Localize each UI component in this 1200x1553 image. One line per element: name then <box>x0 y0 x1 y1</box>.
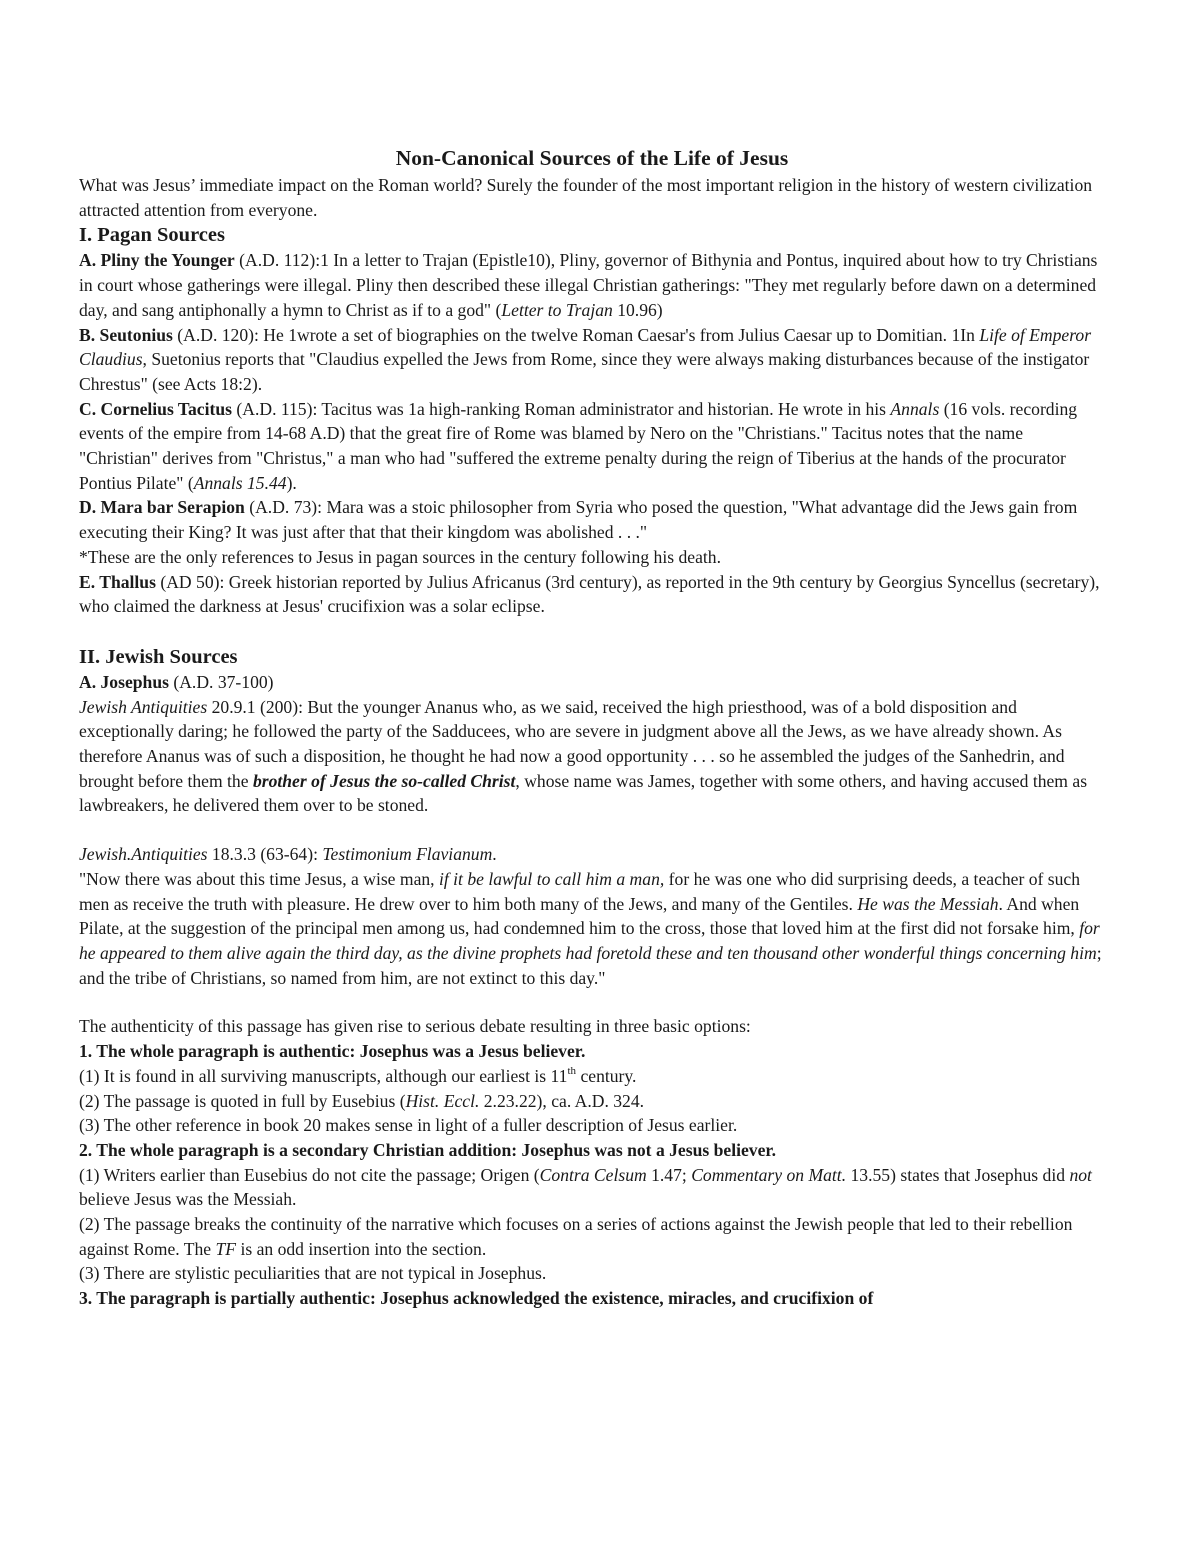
thallus-name: E. Thallus <box>79 571 156 592</box>
option-1-point-3: (3) The other reference in book 20 makes sense in light of a fuller description of Jesus earlier. <box>79 1115 738 1136</box>
jewish-sources-heading: II. Jewish Sources <box>79 645 238 668</box>
tacitus-entry: C. Cornelius Tacitus (A.D. 115): Tacitus was 1a high-ranking Roman administrator and historian. He wrote in his Annals (16 vols. recording events of the empire from 14-68 A.D) that the great fire of Rome was blamed by Nero on the "Christians." Tacitus notes that the name "Christian" derives from "Christus," a man who had "suffered the extreme penalty during the reign of Tiberius at the hands of the procurator Pontius Pilate" (Annals 15.44). <box>79 398 1078 493</box>
pliny-entry: A. Pliny the Younger (A.D. 112):1 In a letter to Trajan (Epistle10), Pliny, governor of Bithynia and Pontus, inquired about how to try Christians in court whose gatherings were illegal. Pliny then described these illegal Christian gatherings: "They met regularly before dawn on a determined day, and sang antiphonally a hymn to Christ as if to a god" (Letter to Trajan 10.96) <box>79 250 1098 320</box>
option-2-point-3: (3) There are stylistic peculiarities that are not typical in Josephus. <box>79 1263 547 1284</box>
suetonius-entry: B. Seutonius (A.D. 120): He 1wrote a set of biographies on the twelve Roman Caesar's from Julius Caesar up to Domitian. 1In Life of Emperor Claudius, Suetonius reports that "Claudius expelled the Jews from Rome, since they were always making disturbances because of the instigator Chrestus" (see Acts 18:2). <box>79 324 1092 394</box>
option-2-heading: 2. The whole paragraph is a secondary Christian addition: Josephus was not a Jesus believer. <box>79 1139 776 1160</box>
suetonius-name: B. Seutonius <box>79 324 173 345</box>
josephus-name: A. Josephus <box>79 671 169 692</box>
option-2-point-1: (1) Writers earlier than Eusebius do not cite the passage; Origen (Contra Celsum 1.47; Commentary on Matt. 13.55) states that Josephus did not believe Jesus was the Messiah. <box>79 1164 1092 1210</box>
option-1-heading: 1. The whole paragraph is authentic: Josephus was a Jesus believer. <box>79 1041 586 1062</box>
mara-name: D. Mara bar Serapion <box>79 497 245 518</box>
pagan-sources-heading: I. Pagan Sources <box>79 224 225 247</box>
pagan-note: *These are the only references to Jesus in pagan sources in the century following his death. <box>79 546 721 567</box>
debate-intro: The authenticity of this passage has given rise to serious debate resulting in three basic options: <box>79 1016 751 1037</box>
tacitus-name: C. Cornelius Tacitus <box>79 398 232 419</box>
antiquities-20-passage: Jewish Antiquities 20.9.1 (200): But the younger Ananus who, as we said, received the high priesthood, was of a bold disposition and exceptionally daring; he followed the party of the Sadducees, who are severe in judgment above all the Jews, as we have already shown. As therefore Ananus was of such a disposition, he thought he had now a good opportunity . . . so he assembled the judges of the Sanhedrin, and brought before them the brother of Jesus the so-called Christ, whose name was James, together with some others, and having accused them as lawbreakers, he delivered them over to be stoned. <box>79 696 1088 816</box>
spacer <box>79 619 1105 644</box>
page-title: Non-Canonical Sources of the Life of Jesus <box>395 146 789 170</box>
option-1-point-1: (1) It is found in all surviving manuscripts, although our earliest is 11th century. <box>79 1064 637 1086</box>
option-3-heading: 3. The paragraph is partially authentic: Josephus acknowledged the existence, miracles, and crucifixion of <box>79 1288 874 1309</box>
antiquities-18-heading: Jewish.Antiquities 18.3.3 (63-64): Testimonium Flavianum. <box>79 844 497 865</box>
mara-entry: D. Mara bar Serapion (A.D. 73): Mara was a stoic philosopher from Syria who posed the question, "What advantage did the Jews gain from executing their King? It was just after that that their kingdom was abolished . . ." <box>79 497 1078 543</box>
option-1-point-2: (2) The passage is quoted in full by Eusebius (Hist. Eccl. 2.23.22), ca. A.D. 324. <box>79 1090 645 1111</box>
josephus-entry: A. Josephus (A.D. 37-100) <box>79 671 274 692</box>
pliny-name: A. Pliny the Younger <box>79 250 235 271</box>
testimonium-quote: "Now there was about this time Jesus, a wise man, if it be lawful to call him a man, for he was one who did surprising deeds, a teacher of such men as receive the truth with pleasure. He drew over to him both many of the Jews, and many of the Gentiles. He was the Messiah. And when Pilate, at the suggestion of the principal men among us, had condemned him to the cross, those that loved him at the first did not forsake him, for he appeared to them alive again the third day, as the divine prophets had foretold these and ten thousand other wonderful things concerning him; and the tribe of Christians, so named from him, are not extinct to this day." <box>79 868 1102 988</box>
spacer <box>79 818 1105 842</box>
intro-paragraph: What was Jesus’ immediate impact on the Roman world? Surely the founder of the most important religion in the history of western civilization attracted attention from everyone. <box>79 175 1093 220</box>
option-2-point-2: (2) The passage breaks the continuity of the narrative which focuses on a series of actions against the Jewish people that led to their rebellion against Rome. The TF is an odd insertion into the section. <box>79 1214 1073 1259</box>
thallus-entry: E. Thallus (AD 50): Greek historian reported by Julius Africanus (3rd century), as reported in the 9th century by Georgius Syncellus (secretary), who claimed the darkness at Jesus' crucifixion was a solar eclipse. <box>79 571 1100 617</box>
spacer <box>79 990 1105 1014</box>
